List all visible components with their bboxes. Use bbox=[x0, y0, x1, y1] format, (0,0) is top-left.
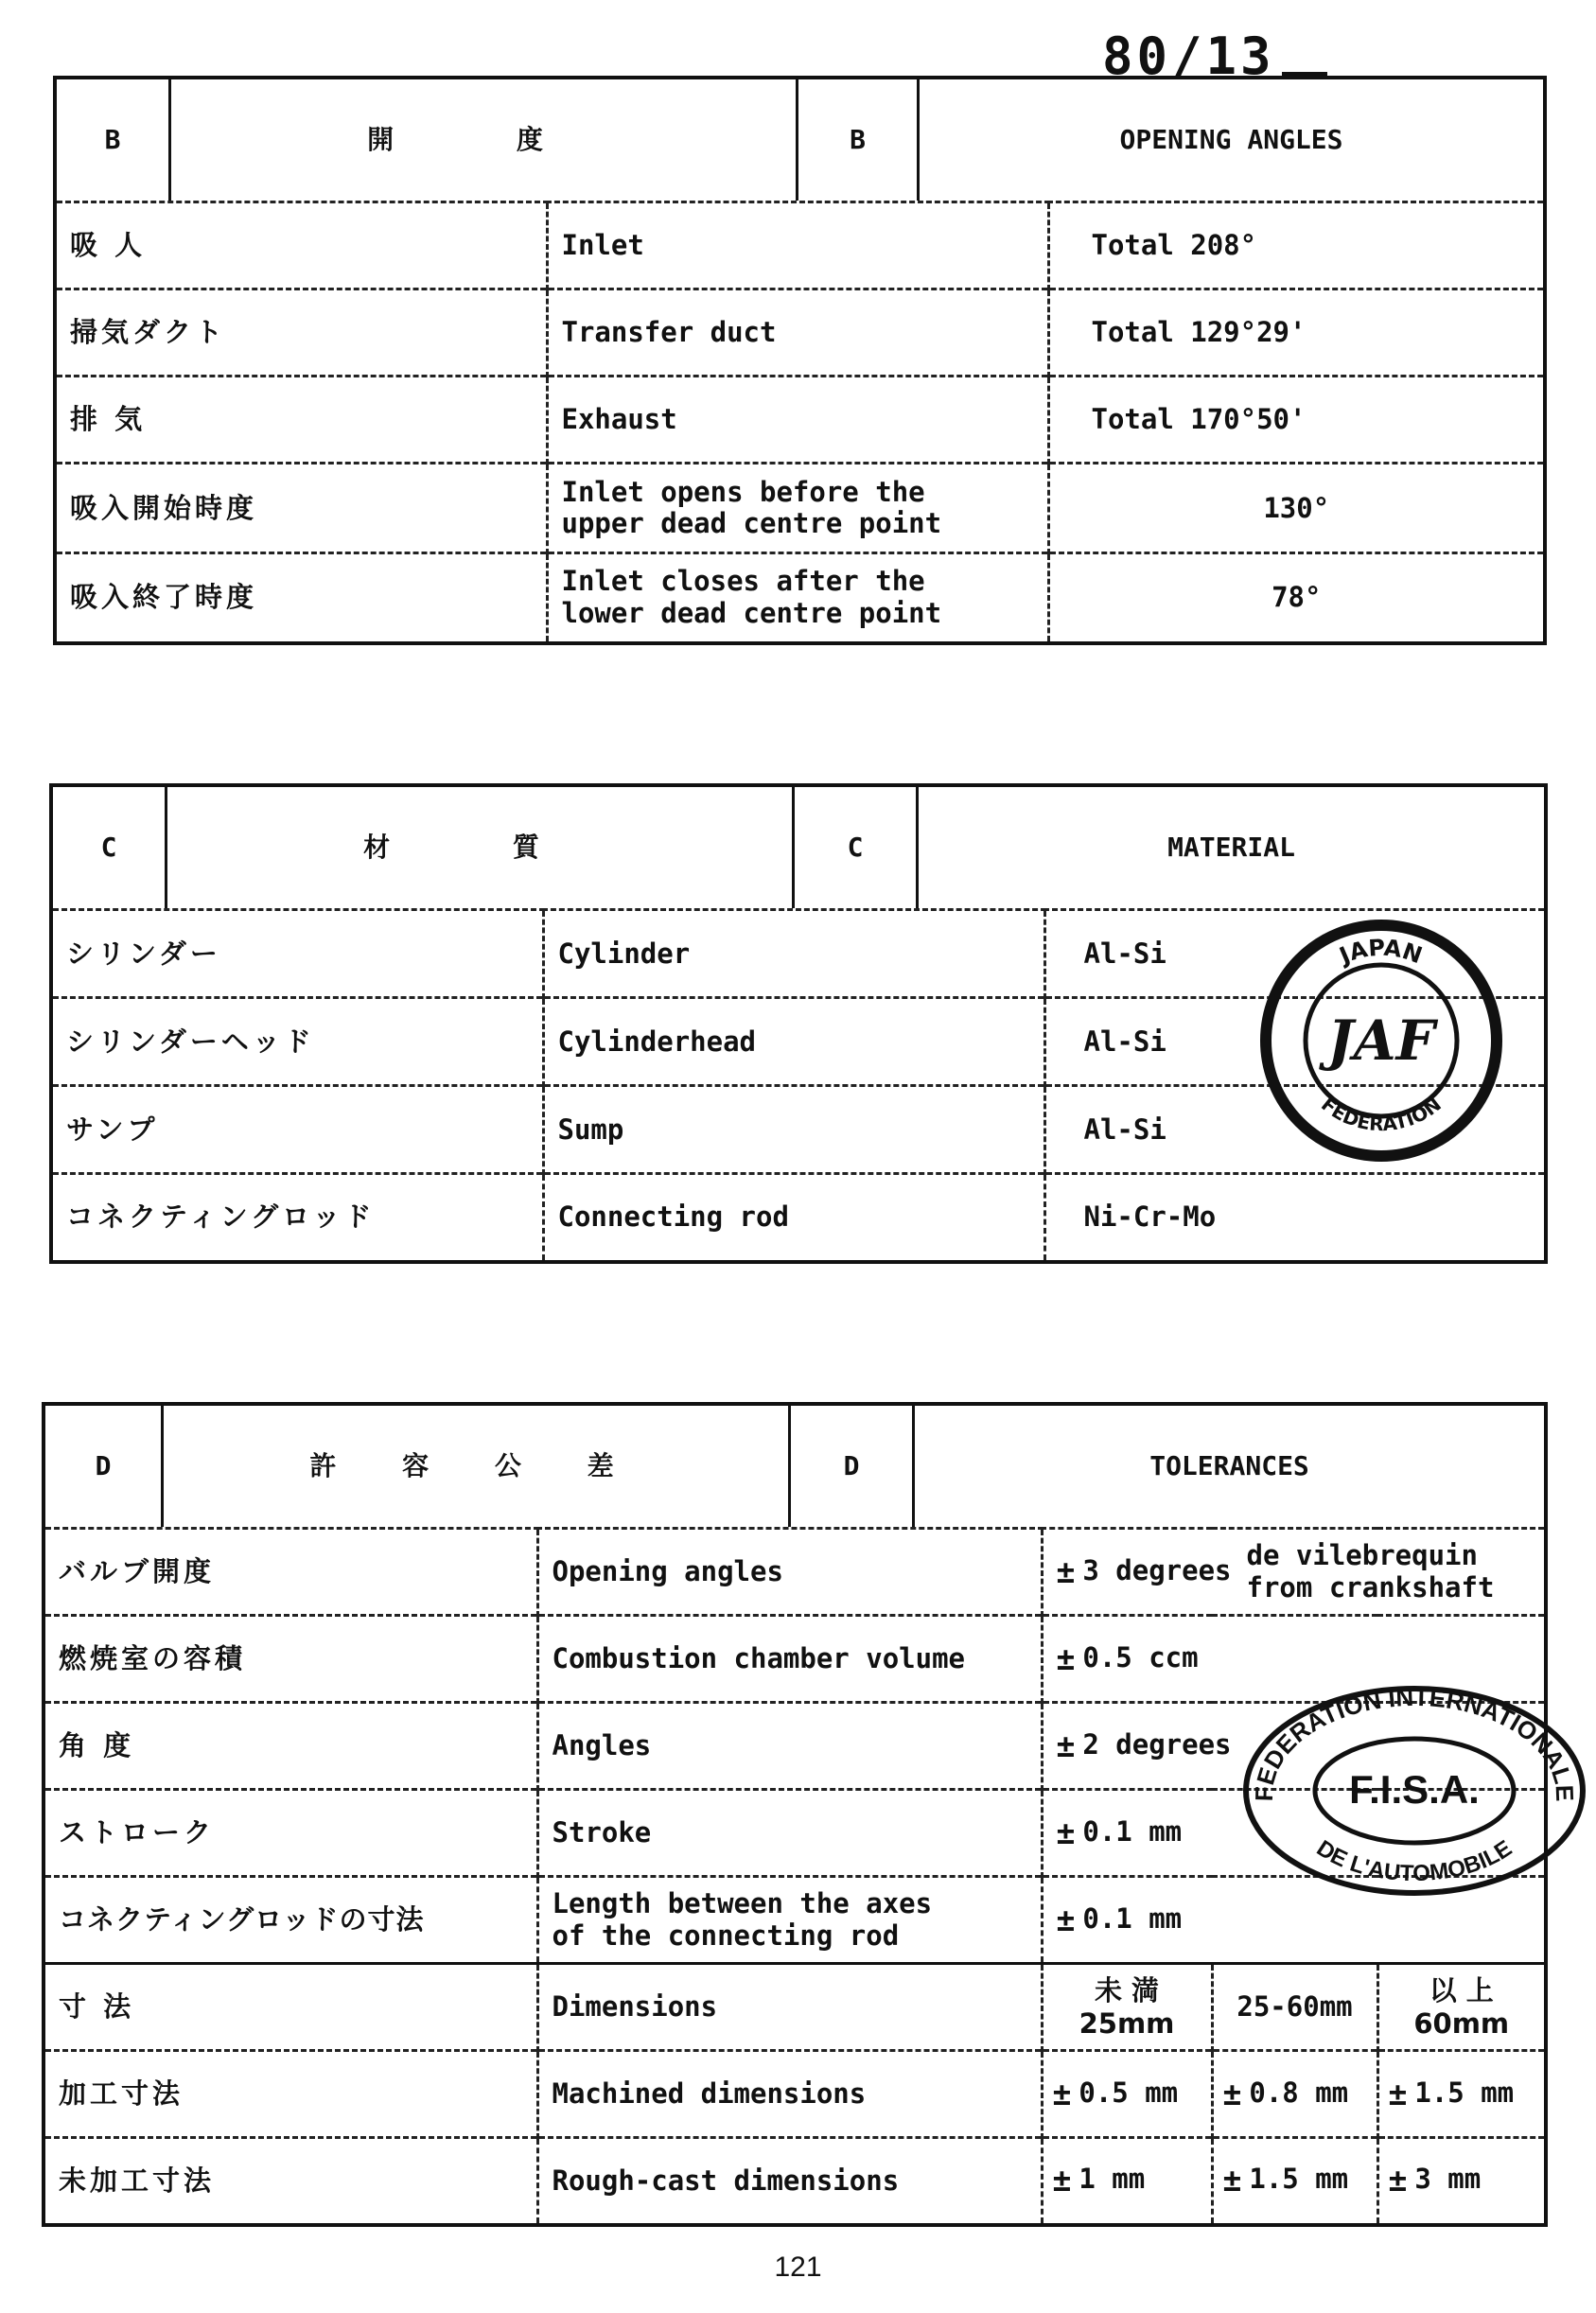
dim-range-under-25 bbox=[1042, 1964, 1212, 2051]
row-value bbox=[1042, 1529, 1546, 1616]
row-label-jp: シリンダーヘッド bbox=[51, 998, 543, 1086]
row-label-jp: コネクティングロッドの寸法 bbox=[44, 1877, 537, 1964]
fisa-stamp-center-text: F.I.S.A. bbox=[1349, 1767, 1480, 1812]
row-value: Total 170°50' bbox=[1048, 377, 1545, 464]
section-b-letter-jp: B bbox=[57, 79, 171, 201]
row-label-jp: 角 度 bbox=[44, 1703, 537, 1790]
opening-angles-table bbox=[53, 76, 1547, 645]
section-b-letter-en: B bbox=[798, 79, 920, 201]
plus-minus-icon: ± bbox=[1052, 2162, 1072, 2199]
plus-minus-icon: ± bbox=[1052, 2075, 1072, 2112]
section-d-letter-en: D bbox=[791, 1406, 915, 1527]
plus-minus-icon: ± bbox=[1388, 2162, 1408, 2199]
plus-minus-icon: ± bbox=[1388, 2075, 1408, 2112]
row-value: Al-Si bbox=[1044, 910, 1546, 998]
tolerance-value: 3 degrees bbox=[1082, 1553, 1232, 1586]
row-label-en: Combustion chamber volume bbox=[537, 1616, 1042, 1703]
tolerance-value: 0.5 ccm bbox=[1082, 1640, 1199, 1673]
section-d-title-en: TOLERANCES bbox=[1149, 1450, 1309, 1482]
rough-tolerance-under-25 bbox=[1042, 2138, 1212, 2225]
jaf-stamp-top-text: JAPAN bbox=[1335, 934, 1426, 970]
row-label-en: Cylinder bbox=[543, 910, 1044, 998]
row-label-en: Inlet bbox=[547, 202, 1048, 289]
row-label-en: Cylinderhead bbox=[543, 998, 1044, 1086]
jaf-stamp-bottom-text: FEDERATION bbox=[1317, 1092, 1446, 1136]
row-label-en-line1: Length between the axes bbox=[552, 1887, 933, 1920]
row-label-jp: バルブ開度 bbox=[44, 1529, 537, 1616]
row-label-en-line2: of the connecting rod bbox=[552, 1919, 900, 1952]
table-row bbox=[44, 2138, 1546, 2225]
row-label-en: Sump bbox=[543, 1086, 1044, 1174]
plus-minus-icon: ± bbox=[1056, 1639, 1076, 1677]
tolerance-value: 0.5 mm bbox=[1079, 2076, 1179, 2109]
tolerance-value: 1.5 mm bbox=[1414, 2076, 1515, 2109]
dim-range-under-25-top: 未 満 bbox=[1094, 1973, 1160, 2006]
row-label-en-line1: Inlet closes after the bbox=[561, 565, 925, 598]
row-label-en-line2: upper dead centre point bbox=[561, 507, 942, 539]
row-label-jp: コネクティングロッド bbox=[51, 1174, 543, 1262]
table-row bbox=[55, 553, 1545, 643]
row-label-jp: 掃気ダクト bbox=[55, 289, 547, 377]
tolerance-value: 0.8 mm bbox=[1249, 2076, 1349, 2109]
plus-minus-icon: ± bbox=[1056, 1901, 1076, 1938]
rough-tolerance-25-60 bbox=[1212, 2138, 1377, 2225]
jaf-stamp-center-text: JAF bbox=[1327, 1008, 1435, 1073]
table-row bbox=[44, 2051, 1546, 2138]
table-row bbox=[44, 1529, 1546, 1616]
plus-minus-icon: ± bbox=[1056, 1814, 1076, 1851]
machined-tolerance-over-60 bbox=[1377, 2051, 1546, 2138]
row-label-en: Machined dimensions bbox=[537, 2051, 1042, 2138]
row-value: Total 129°29' bbox=[1048, 289, 1545, 377]
row-value: Al-Si bbox=[1044, 1086, 1546, 1174]
row-label-en bbox=[547, 553, 1048, 643]
fisa-stamp-bottom-text: DE L'AUTOMOBILE bbox=[1311, 1835, 1517, 1887]
tolerance-value: 2 degrees bbox=[1082, 1727, 1232, 1761]
row-label-jp: サンプ bbox=[51, 1086, 543, 1174]
row-label-jp: 燃焼室の容積 bbox=[44, 1616, 537, 1703]
section-d-letter-jp: D bbox=[45, 1406, 164, 1527]
row-label-en-line2: lower dead centre point bbox=[561, 596, 942, 629]
row-value: Al-Si bbox=[1044, 998, 1546, 1086]
row-label-jp: 加工寸法 bbox=[44, 2051, 537, 2138]
dim-range-over-60-bottom: 60mm bbox=[1413, 2006, 1510, 2040]
machined-tolerance-25-60 bbox=[1212, 2051, 1377, 2138]
plus-minus-icon: ± bbox=[1222, 2075, 1242, 2112]
row-label-en: Stroke bbox=[537, 1790, 1042, 1877]
row-label-jp: 吸入開始時度 bbox=[55, 464, 547, 553]
jaf-stamp bbox=[1258, 918, 1504, 1164]
dimensions-header-row bbox=[44, 1964, 1546, 2051]
row-label-en bbox=[537, 1877, 1042, 1964]
dim-range-25-60: 25-60mm bbox=[1212, 1964, 1377, 2051]
plus-minus-icon: ± bbox=[1056, 1552, 1076, 1590]
document-number: 80/13 bbox=[1102, 26, 1275, 86]
table-row bbox=[55, 464, 1545, 553]
table-row bbox=[55, 377, 1545, 464]
row-label-jp: 未加工寸法 bbox=[44, 2138, 537, 2225]
tolerance-value: 1.5 mm bbox=[1249, 2163, 1349, 2196]
svg-text:FEDERATION bbox=[1317, 1093, 1446, 1135]
row-label-jp: 寸 法 bbox=[44, 1964, 537, 2051]
table-row bbox=[55, 202, 1545, 289]
dim-range-over-60 bbox=[1377, 1964, 1546, 2051]
tolerance-value: 0.1 mm bbox=[1082, 1901, 1183, 1935]
row-label-en-line1: Inlet opens before the bbox=[561, 475, 925, 508]
section-b-title-en: OPENING ANGLES bbox=[1119, 124, 1343, 156]
row-value: 78° bbox=[1048, 553, 1545, 643]
row-label-jp: 吸入終了時度 bbox=[55, 553, 547, 643]
row-label-en: Exhaust bbox=[547, 377, 1048, 464]
section-c-title-en: MATERIAL bbox=[1167, 832, 1295, 864]
plus-minus-icon: ± bbox=[1056, 1726, 1076, 1764]
row-label-en: Rough-cast dimensions bbox=[537, 2138, 1042, 2225]
row-value: Total 208° bbox=[1048, 202, 1545, 289]
row-label-jp: 吸 人 bbox=[55, 202, 547, 289]
section-d-title-jp: 許 容 公 差 bbox=[164, 1406, 791, 1527]
fisa-stamp bbox=[1235, 1682, 1594, 1900]
jaf-seal-icon bbox=[1258, 918, 1504, 1164]
fisa-seal-icon bbox=[1235, 1682, 1594, 1900]
machined-tolerance-under-25 bbox=[1042, 2051, 1212, 2138]
tolerance-value: 0.1 mm bbox=[1082, 1814, 1183, 1848]
table-row bbox=[55, 289, 1545, 377]
row-label-en: Opening angles bbox=[537, 1529, 1042, 1616]
row-label-en: Connecting rod bbox=[543, 1174, 1044, 1262]
row-label-jp: シリンダー bbox=[51, 910, 543, 998]
page-number: 121 bbox=[774, 2252, 822, 2283]
section-c-title-jp: 材 質 bbox=[167, 787, 795, 908]
row-label-jp: 排 気 bbox=[55, 377, 547, 464]
tolerance-value: 1 mm bbox=[1079, 2163, 1146, 2196]
dim-range-over-60-top: 以 上 bbox=[1429, 1973, 1494, 2006]
row-label-jp: ストローク bbox=[44, 1790, 537, 1877]
row-label-en: Dimensions bbox=[537, 1964, 1042, 2051]
plus-minus-icon: ± bbox=[1222, 2162, 1242, 2199]
row-value: Ni-Cr-Mo bbox=[1044, 1174, 1546, 1262]
section-c-letter-en: C bbox=[795, 787, 919, 908]
dim-range-under-25-bottom: 25mm bbox=[1079, 2006, 1175, 2040]
section-b-title-jp: 開 度 bbox=[171, 79, 798, 201]
fisa-stamp-top-text: FEDERATION INTERNATIONALE bbox=[1249, 1682, 1580, 1802]
row-label-en: Angles bbox=[537, 1703, 1042, 1790]
tolerance-note-line1: de vilebrequin bbox=[1246, 1539, 1478, 1572]
table-row bbox=[51, 1174, 1546, 1262]
section-c-letter-jp: C bbox=[53, 787, 167, 908]
row-value: 130° bbox=[1048, 464, 1545, 553]
rough-tolerance-over-60 bbox=[1377, 2138, 1546, 2225]
tolerance-value: 3 mm bbox=[1414, 2163, 1482, 2196]
tolerance-note-line2: from crankshaft bbox=[1246, 1570, 1495, 1603]
row-label-en: Transfer duct bbox=[547, 289, 1048, 377]
row-label-en bbox=[547, 464, 1048, 553]
